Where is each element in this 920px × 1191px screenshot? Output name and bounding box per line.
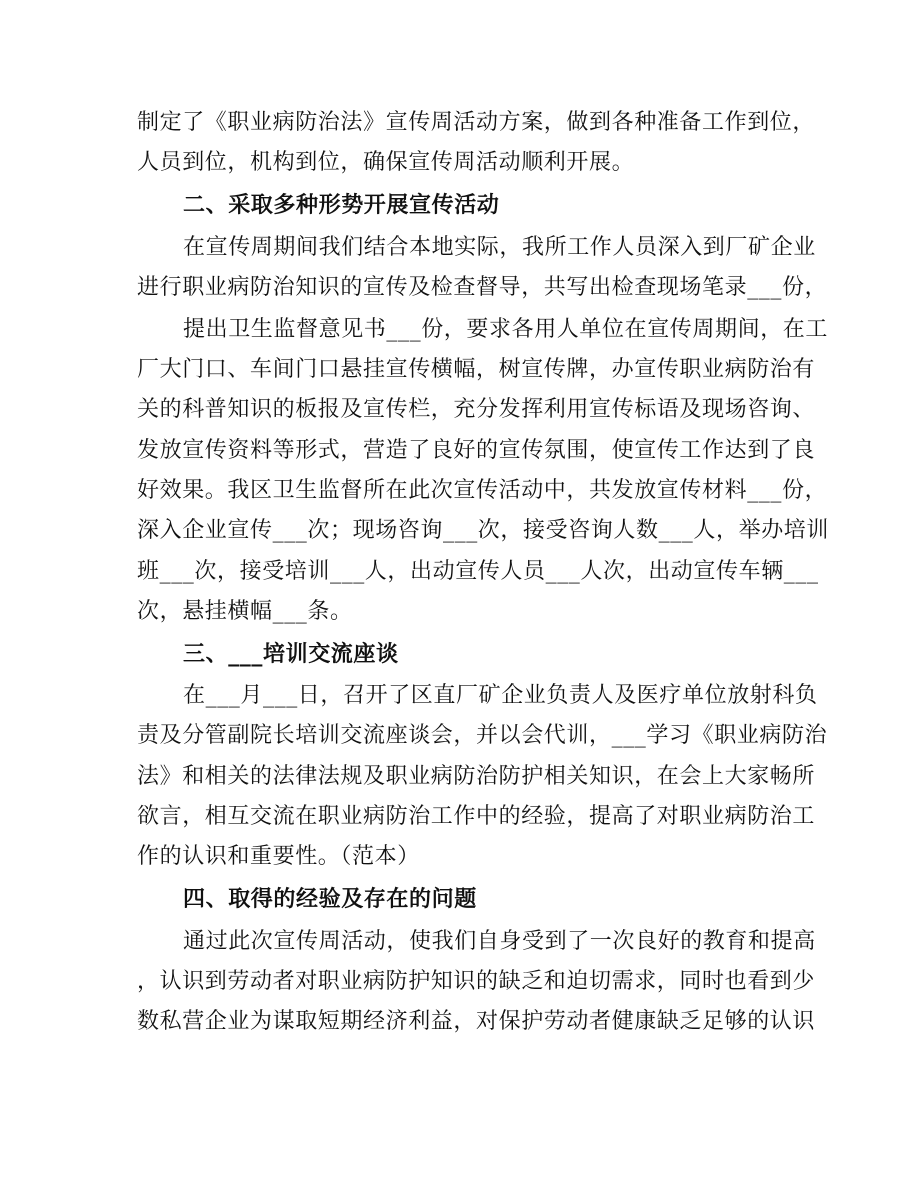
paragraph-line: 通过此次宣传周活动，使我们自身受到了一次良好的教育和提高 [183,929,816,954]
section-heading-2: 二、采取多种形势开展宣传活动 [183,193,500,218]
paragraph-line: 法》和相关的法律法规及职业病防治防护相关知识，在会上大家畅所 [137,764,816,789]
paragraph-line: 深入企业宣传___次；现场咨询___次，接受咨询人数___人，举办培训 [137,518,830,543]
paragraph-line: 在宣传周期间我们结合本地实际，我所工作人员深入到厂矿企业 [183,235,816,260]
paragraph-line: 欲言，相互交流在职业病防治工作中的经验，提高了对职业病防治工 [137,804,816,829]
paragraph-line: 数私营企业为谋取短期经济利益，对保护劳动者健康缺乏足够的认识 [137,1009,816,1034]
paragraph-line: 责及分管副院长培训交流座谈会，并以会代训，___学习《职业病防治 [137,723,828,748]
paragraph-line: 在___月___日，召开了区直厂矿企业负责人及医疗单位放射科负 [183,683,818,708]
paragraph-line: 人员到位，机构到位，确保宣传周活动顺利开展。 [137,150,635,175]
paragraph-line: 制定了《职业病防治法》宣传周活动方案，做到各种准备工作到位， [137,110,816,135]
paragraph-line: 班___次，接受培训___人，出动宣传人员___人次，出动宣传车辆___ [137,559,819,584]
paragraph-line: 关的科普知识的板报及宣传栏，充分发挥利用宣传标语及现场咨询、 [137,397,816,422]
paragraph-line: 厂大门口、车间门口悬挂宣传横幅，树宣传牌，办宣传职业病防治有 [137,357,816,382]
paragraph-line: 提出卫生监督意见书___份，要求各用人单位在宣传周期间，在工 [183,317,829,342]
paragraph-line: ，认识到劳动者对职业病防护知识的缺乏和迫切需求，同时也看到少 [137,969,816,994]
section-heading-4: 四、取得的经验及存在的问题 [183,887,477,912]
section-heading-3: 三、___培训交流座谈 [183,642,399,667]
paragraph-line: 作的认识和重要性。（范本） [137,844,420,869]
paragraph-line: 好效果。我区卫生监督所在此次宣传活动中，共发放宣传材料___份， [137,478,828,503]
paragraph-line: 发放宣传资料等形式，营造了良好的宣传氛围，使宣传工作达到了良 [137,438,816,463]
paragraph-line: 进行职业病防治知识的宣传及检查督导，共写出检查现场笔录___份， [137,275,828,300]
paragraph-line: 次，悬挂横幅___条。 [137,599,353,624]
